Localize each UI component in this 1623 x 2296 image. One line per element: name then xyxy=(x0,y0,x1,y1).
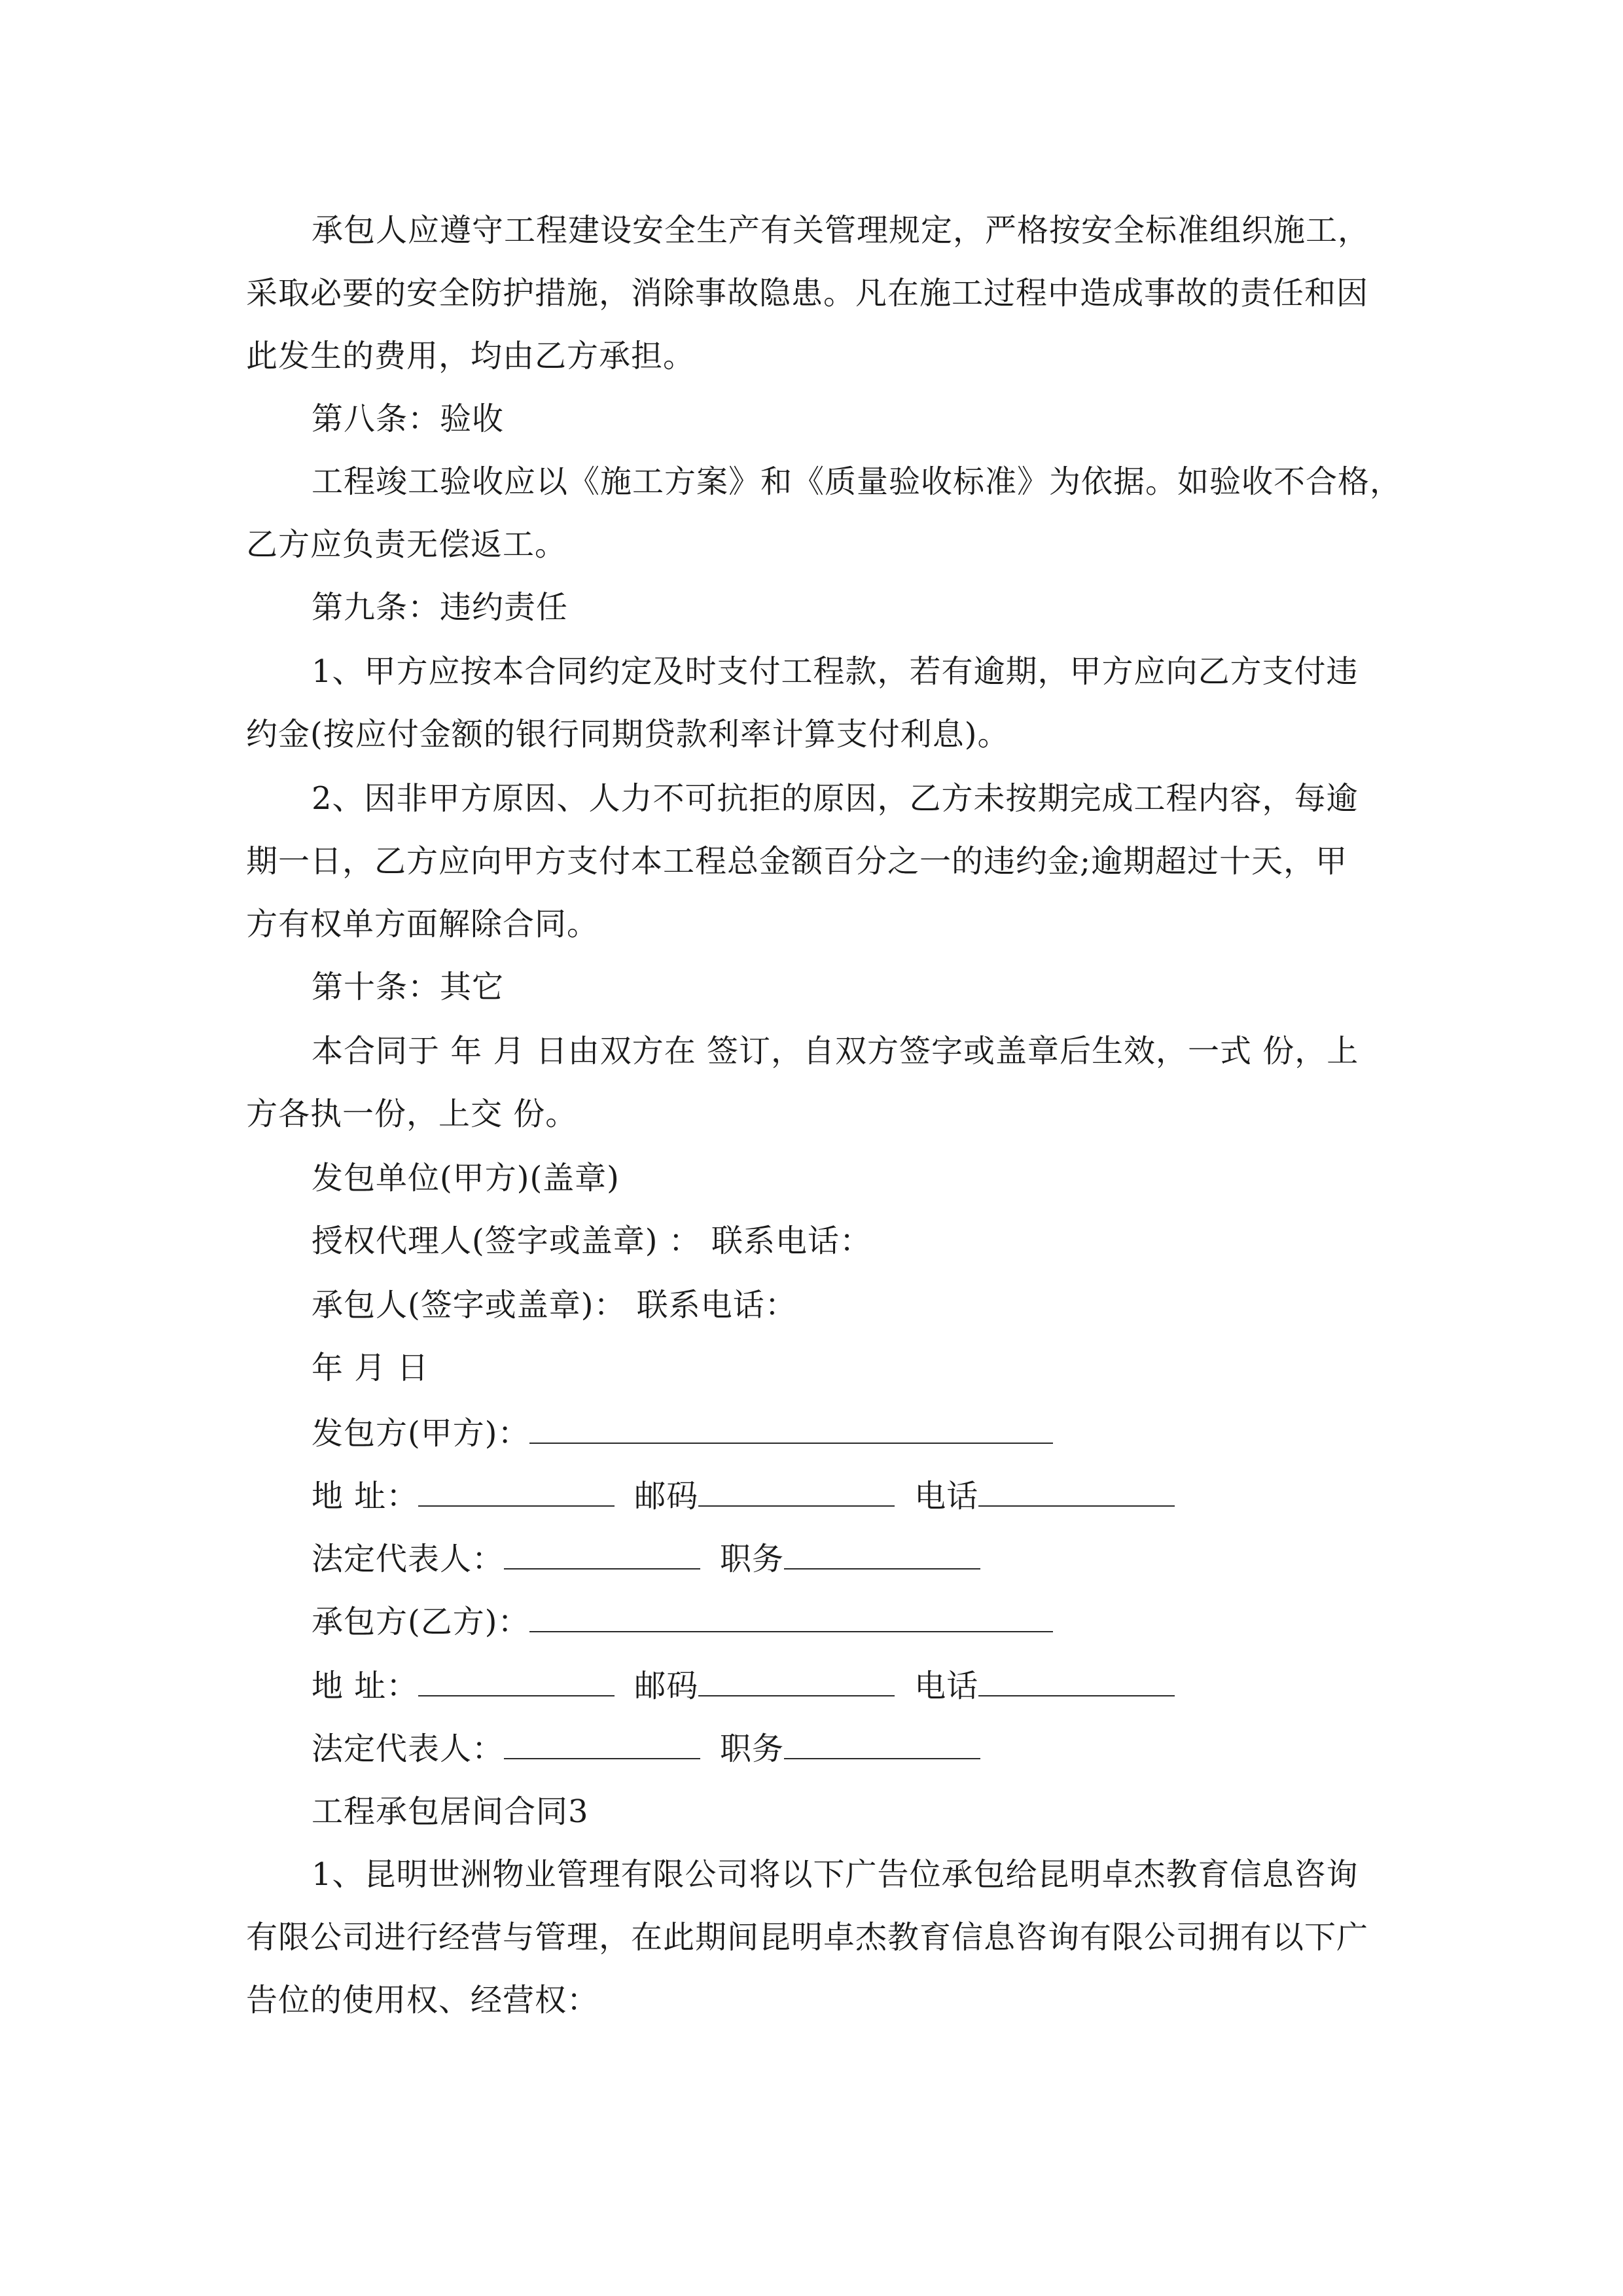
form-a-title-blank[interactable] xyxy=(784,1538,980,1570)
form-b-phone-label: 电话 xyxy=(914,1668,979,1704)
form-b-address-blank[interactable] xyxy=(418,1665,615,1696)
paragraph-line: 1、昆明世洲物业管理有限公司将以下广告位承包给昆明卓杰教育信息咨询 xyxy=(312,1856,1359,1893)
form-b-address-label: 地 址： xyxy=(312,1668,419,1704)
paragraph-line: 工程竣工验收应以《施工方案》和《质量验收标准》为依据。如验收不合格， xyxy=(312,463,1402,500)
form-a-title-label: 职务 xyxy=(720,1541,785,1577)
form-a-address-row xyxy=(312,1475,1175,1516)
paragraph-line: 1、甲方应按本合同约定及时支付工程款，若有逾期，甲方应向乙方支付违 xyxy=(312,653,1359,690)
form-b-rep-blank[interactable] xyxy=(504,1728,700,1759)
form-a-postcode-blank[interactable] xyxy=(698,1475,895,1507)
form-a-postcode-label: 邮码 xyxy=(634,1478,699,1515)
form-b-postcode-blank[interactable] xyxy=(698,1665,895,1696)
form-b-title-blank[interactable] xyxy=(784,1728,980,1759)
form-a-address-label: 地 址： xyxy=(312,1478,419,1515)
paragraph-line: 采取必要的安全防护措施，消除事故隐患。凡在施工过程中造成事故的责任和因 xyxy=(246,275,1369,312)
form-a-rep-label: 法定代表人： xyxy=(312,1541,505,1577)
paragraph-line: 方各执一份，上交 份。 xyxy=(246,1096,578,1132)
signature-contractor: 承包人(签字或盖章)： 联系电话： xyxy=(312,1287,797,1323)
signature-agent: 授权代理人(签字或盖章) ： 联系电话： xyxy=(312,1223,872,1259)
form-a-party-row xyxy=(312,1412,1053,1453)
form-a-rep-blank[interactable] xyxy=(504,1538,700,1570)
form-a-rep-row xyxy=(312,1538,980,1579)
form-a-party-label: 发包方(甲方)： xyxy=(312,1415,530,1452)
paragraph-line: 承包人应遵守工程建设安全生产有关管理规定，严格按安全标准组织施工， xyxy=(312,212,1370,249)
paragraph-line: 方有权单方面解除合同。 xyxy=(246,906,599,942)
paragraph-line: 告位的使用权、经营权： xyxy=(246,1982,599,2018)
signature-date: 年 月 日 xyxy=(312,1350,429,1386)
article-heading: 第八条：验收 xyxy=(312,401,505,437)
form-a-address-blank[interactable] xyxy=(418,1475,615,1507)
paragraph-line: 期一日，乙方应向甲方支付本工程总金额百分之一的违约金;逾期超过十天，甲 xyxy=(246,843,1348,880)
form-b-party-row xyxy=(312,1601,1053,1641)
article-heading: 第九条：违约责任 xyxy=(312,589,569,626)
section-heading: 工程承包居间合同3 xyxy=(312,1793,589,1830)
paragraph-line: 本合同于 年 月 日由双方在 签订，自双方签字或盖章后生效，一式 份，上 xyxy=(312,1033,1359,1069)
form-b-rep-label: 法定代表人： xyxy=(312,1731,505,1767)
paragraph-line: 约金(按应付金额的银行同期贷款利率计算支付利息)。 xyxy=(246,716,1010,753)
paragraph-line: 乙方应负责无偿返工。 xyxy=(246,526,567,563)
form-b-title-label: 职务 xyxy=(720,1731,785,1767)
article-heading: 第十条：其它 xyxy=(312,969,505,1005)
paragraph-line: 此发生的费用，均由乙方承担。 xyxy=(246,338,696,374)
form-b-postcode-label: 邮码 xyxy=(634,1668,699,1704)
paragraph-line: 有限公司进行经营与管理，在此期间昆明卓杰教育信息咨询有限公司拥有以下广 xyxy=(246,1919,1369,1956)
form-b-party-blank[interactable] xyxy=(529,1601,1053,1632)
form-a-phone-label: 电话 xyxy=(914,1478,979,1515)
form-b-party-label: 承包方(乙方)： xyxy=(312,1604,530,1640)
signature-party-a: 发包单位(甲方)(盖章) xyxy=(312,1160,620,1196)
form-a-party-blank[interactable] xyxy=(529,1412,1053,1444)
form-a-phone-blank[interactable] xyxy=(978,1475,1175,1507)
form-b-rep-row xyxy=(312,1728,980,1768)
form-b-address-row xyxy=(312,1665,1175,1706)
paragraph-line: 2、因非甲方原因、人力不可抗拒的原因，乙方未按期完成工程内容，每逾 xyxy=(312,780,1359,817)
form-b-phone-blank[interactable] xyxy=(978,1665,1175,1696)
